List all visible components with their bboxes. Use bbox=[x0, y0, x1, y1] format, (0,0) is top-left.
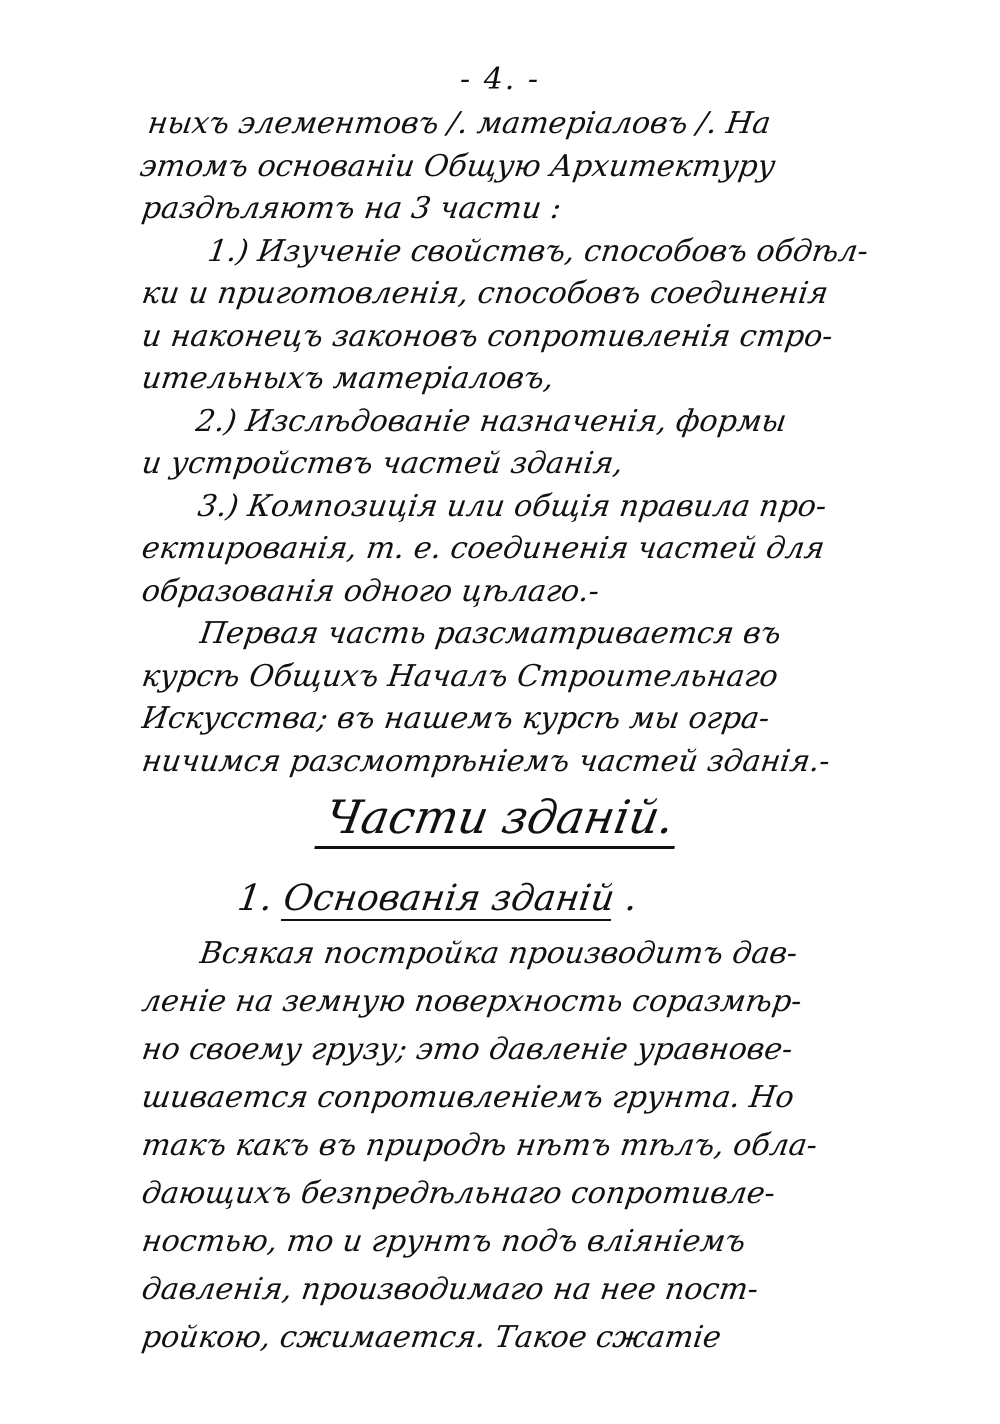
text-line: ектированія, т. е. соединенія частей для bbox=[139, 531, 827, 566]
text-line: ройкою, сжимается. Такое сжатіе bbox=[139, 1320, 724, 1355]
text-line: этомъ основаніи Общую Архитектуру bbox=[137, 148, 778, 184]
text-line: ки и приготовленія, способовъ соединенія bbox=[139, 276, 831, 311]
text-line: 3.) Композиція или общія правила про- bbox=[195, 488, 829, 524]
text-line: леніе на земную поверхность соразмѣр- bbox=[139, 984, 804, 1019]
text-line: ныхъ элементовъ /. матеріаловъ /. На bbox=[145, 106, 773, 141]
text-line: давленія, производимаго на нее пост- bbox=[139, 1272, 761, 1307]
text-line: образованія одного цѣлаго.- bbox=[139, 573, 602, 609]
text-line: 1.) Изученіе свойствъ, способовъ обдѣл- bbox=[205, 233, 871, 269]
text-line: дающихъ безпредѣльнаго сопротивле- bbox=[139, 1176, 778, 1211]
text-line: ностью, то и грунтъ подъ вліяніемъ bbox=[139, 1224, 748, 1259]
text-line: такъ какъ въ природѣ нѣтъ тѣлъ, обла- bbox=[139, 1128, 820, 1163]
text-line: ительныхъ матеріаловъ, bbox=[139, 361, 556, 396]
text-line: курсѣ Общихъ Началъ Строительнаго bbox=[139, 658, 781, 694]
section-heading-text: Части зданій. bbox=[315, 790, 685, 849]
text-line: 2.) Изслѣдованіе назначенія, формы bbox=[193, 403, 789, 439]
text-line: ничимся разсмотрѣніемъ частей зданія.- bbox=[139, 743, 833, 779]
subheading-title: Основанія зданій bbox=[280, 878, 618, 919]
text-line: и наконецъ законовъ сопротивленія стро- bbox=[139, 318, 835, 354]
text-line: Первая часть разсматривается въ bbox=[197, 616, 784, 651]
subheading bbox=[235, 878, 640, 919]
text-line: Всякая постройка производитъ дав- bbox=[197, 936, 800, 971]
subheading-number: 1. bbox=[235, 878, 276, 919]
page-number: - 4. - bbox=[460, 62, 540, 97]
text-line: Искусства; въ нашемъ курсѣ мы огра- bbox=[139, 701, 772, 736]
subheading-end: . bbox=[622, 878, 640, 919]
text-line: и устройствъ частей зданія, bbox=[139, 446, 626, 481]
section-heading bbox=[0, 790, 1000, 844]
text-line: но своему грузу; это давленіе уравнове- bbox=[139, 1032, 795, 1067]
text-line: раздѣляютъ на 3 части : bbox=[139, 191, 564, 226]
text-line: шивается сопротивленіемъ грунта. Но bbox=[139, 1080, 797, 1115]
